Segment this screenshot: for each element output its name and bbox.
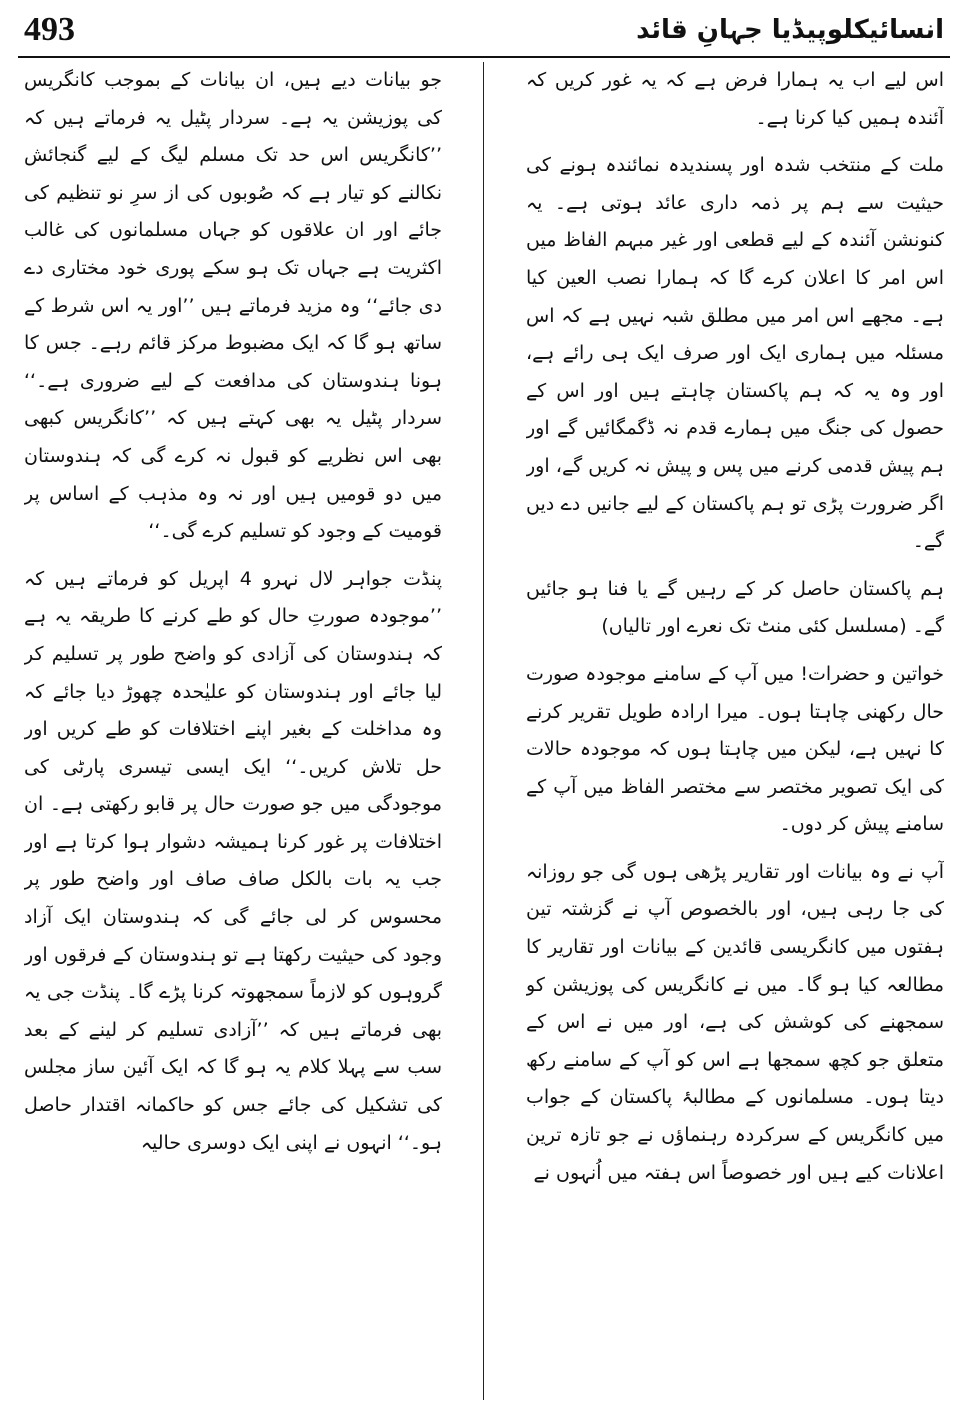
paragraph: آپ نے وہ بیانات اور تقاریر پڑھی ہوں گی جو روزانہ کی جا رہی ہیں، اور بالخصوص آپ نے گزشتہ تین ہفتوں میں کانگریسی قائدین کے بیانات اور تقاریر کا مطالعہ کیا ہو گا۔ میں نے کانگریس کی پوزیشن کو سمجھنے کی کوشش کی ہے، اور میں نے اس کے متعلق جو کچھ سمجھا ہے اس کو آپ کے سامنے رکھ دیتا ہوں۔ مسلمانوں کے مطالبۂ پاکستان کے جواب میں کانگریس کے سرکردہ رہنماؤں نے جو تازہ ترین اعلانات کیے ہیں اور خصوصاً اس ہفتہ میں اُنہوں نے	[526, 860, 944, 1184]
paragraph: پنڈت جواہر لال نہرو 4 اپریل کو فرماتے ہیں کہ ’’موجودہ صورتِ حال کو طے کرنے کا طریقہ یہ ہے کہ ہندوستان کی آزادی کو واضح طور پر تسلیم کر لیا جائے اور ہندوستان کو علیٰحدہ چھوڑ دیا جائے کہ وہ مداخلت کے بغیر اپنے اختلافات کو طے کریں اور حل تلاش کریں۔‘‘ ایک ایسی تیسری پارٹی کی موجودگی میں جو صورت حال پر قابو رکھتی ہے۔ ان اختلافات پر غور کرنا ہمیشہ دشوار ہوا کرتا ہے اور جب یہ بات بالکل صاف صاف اور واضح طور پر محسوس کر لی جائے گی کہ ہندوستان ایک آزاد وجود کی حیثیت رکھتا ہے تو ہندوستان کے فرقوں اور گروہوں کو لازماً سمجھوتہ کرنا پڑے گا۔ پنڈت جی یہ بھی فرماتے ہیں کہ ’’آزادی تسلیم کر لینے کے بعد سب سے پہلا کلام یہ ہو گا کہ ایک آئین ساز مجلس کی تشکیل کی جائے جس کو حاکمانہ اقتدار حاصل ہو۔‘‘ انہوں نے اپنی ایک دوسری حالیہ	[24, 567, 442, 1154]
header-rule	[18, 56, 950, 58]
paragraph: اس لیے اب یہ ہمارا فرض ہے کہ یہ غور کریں کہ آئندہ ہمیں کیا کرنا ہے۔	[526, 69, 944, 129]
right-column	[526, 62, 944, 1406]
running-title: انسائیکلوپیڈیا جہانِ قائد	[636, 15, 944, 45]
paragraph: جو بیانات دیے ہیں، ان بیانات کے بموجب کانگریس کی پوزیشن یہ ہے۔ سردار پٹیل یہ فرماتے ہیں کہ ’’کانگریس اس حد تک مسلم لیگ کے لیے گنجائش نکالنے کو تیار ہے کہ صُوبوں کی از سرِ نو تنظیم کی جائے اور ان علاقوں کو جہاں مسلمانوں کی غالب اکثریت ہے جہاں تک ہو سکے پوری خود مختاری دے دی جائے‘‘ وہ مزید فرماتے ہیں ’’اور یہ اس شرط کے ساتھ ہو گا کہ ایک مضبوط مرکز قائم رہے۔ جس کا ہونا ہندوستان کی مدافعت کے لیے ضروری ہے۔‘‘ سردار پٹیل یہ بھی کہتے ہیں کہ ’’کانگریس کبھی بھی اس نظریے کو قبول نہ کرے گی کہ ہندوستان میں دو قومیں ہیں اور نہ وہ مذہب کے اساس پر قومیت کے وجود کو تسلیم کرے گی۔‘‘	[24, 69, 442, 543]
column-divider	[483, 62, 484, 1400]
page-number: 493	[24, 11, 75, 48]
left-column	[24, 62, 442, 1406]
page-header	[18, 6, 950, 56]
paragraph: خواتین و حضرات! میں آپ کے سامنے موجودہ صورت حال رکھنی چاہتا ہوں۔ میرا ارادہ طویل تقریر کرنے کا نہیں ہے، لیکن میں چاہتا ہوں کہ موجودہ حالات کی ایک تصویر مختصر سے مختصر الفاظ میں آپ کے سامنے پیش کر دوں۔	[526, 662, 944, 836]
paragraph: ملت کے منتخب شدہ اور پسندیدہ نمائندہ ہونے کی حیثیت سے ہم پر ذمہ داری عائد ہوتی ہے۔ یہ کنونشن آئندہ کے لیے قطعی اور غیر مبہم الفاظ میں اس امر کا اعلان کرے گا کہ ہمارا نصب العین کیا ہے۔ مجھے اس امر میں مطلق شبہ نہیں ہے کہ اس مسئلہ میں ہماری ایک اور صرف ایک ہی رائے ہے، اور وہ یہ کہ ہم پاکستان چاہتے ہیں اور اس کے حصول کی جنگ میں ہمارے قدم نہ ڈگمگائیں گے اور ہم پیش قدمی کرنے میں پس و پیش نہ کریں گے، اور اگر ضرورت پڑی تو ہم پاکستان کے لیے جانیں دے دیں گے۔	[526, 154, 944, 553]
paragraph: ہم پاکستان حاصل کر کے رہیں گے یا فنا ہو جائیں گے۔ (مسلسل کئی منٹ تک نعرے اور تالیاں)	[526, 577, 944, 638]
